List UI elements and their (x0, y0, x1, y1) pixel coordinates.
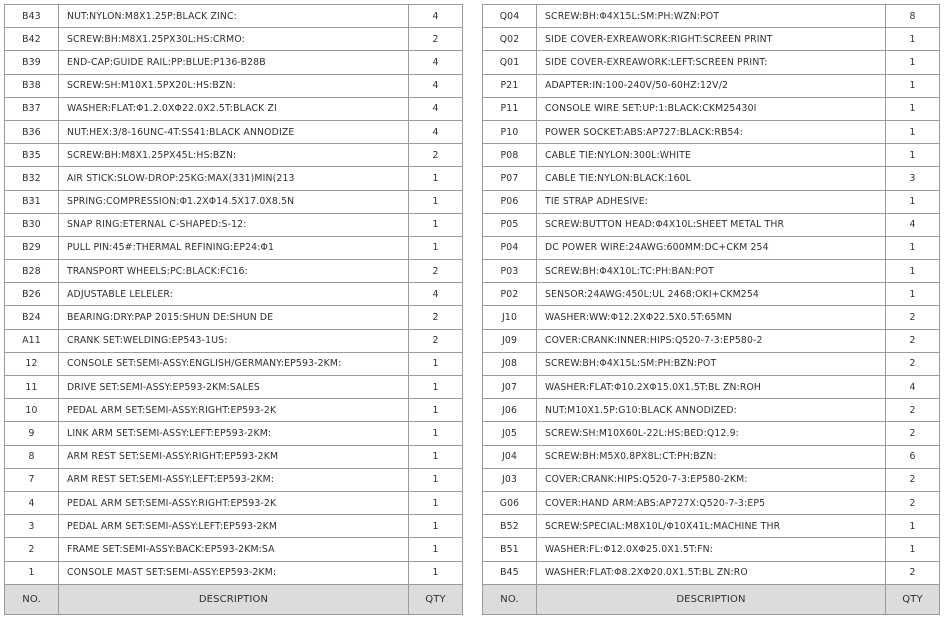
part-number-cell: B30 (5, 213, 59, 236)
description-cell: PEDAL ARM SET:SEMI-ASSY:RIGHT:EP593-2K (59, 399, 409, 422)
quantity-cell: 4 (409, 74, 463, 97)
description-cell: DC POWER WIRE:24AWG:600MM:DC+CKM 254 (537, 236, 886, 259)
description-cell: WASHER:FL:Φ12.0XΦ25.0X1.5T:FN: (537, 538, 886, 561)
part-number-cell: J10 (483, 306, 537, 329)
header-qty: QTY (886, 584, 940, 614)
quantity-cell: 4 (409, 5, 463, 28)
quantity-cell: 2 (409, 144, 463, 167)
quantity-cell: 1 (409, 491, 463, 514)
header-no: NO. (483, 584, 537, 614)
table-row (5, 538, 463, 561)
description-cell: ARM REST SET:SEMI-ASSY:RIGHT:EP593-2KM (59, 445, 409, 468)
description-cell: END-CAP:GUIDE RAIL:PP:BLUE:P136-B28B (59, 51, 409, 74)
description-cell: CONSOLE WIRE SET:UP:1:BLACK:CKM25430I (537, 97, 886, 120)
quantity-cell: 2 (886, 352, 940, 375)
table-row (483, 260, 940, 283)
table-row (5, 283, 463, 306)
quantity-cell: 2 (886, 468, 940, 491)
quantity-cell: 1 (409, 190, 463, 213)
table-row (5, 51, 463, 74)
quantity-cell: 1 (886, 28, 940, 51)
quantity-cell: 1 (409, 561, 463, 584)
description-cell: ADJUSTABLE LELELER: (59, 283, 409, 306)
quantity-cell: 1 (409, 538, 463, 561)
quantity-cell: 2 (886, 561, 940, 584)
part-number-cell: J06 (483, 399, 537, 422)
quantity-cell: 4 (886, 376, 940, 399)
part-number-cell: 12 (5, 352, 59, 375)
part-number-cell: 8 (5, 445, 59, 468)
part-number-cell: P02 (483, 283, 537, 306)
description-cell: TIE STRAP ADHESIVE: (537, 190, 886, 213)
description-cell: SPRING:COMPRESSION:Φ1.2XΦ14.5X17.0X8.5N (59, 190, 409, 213)
description-cell: SCREW:BH:Φ4X15L:SM:PH:BZN:POT (537, 352, 886, 375)
part-number-cell: P08 (483, 144, 537, 167)
part-number-cell: B51 (483, 538, 537, 561)
part-number-cell: J07 (483, 376, 537, 399)
part-number-cell: P10 (483, 120, 537, 143)
part-number-cell: Q02 (483, 28, 537, 51)
description-cell: COVER:CRANK:HIPS:Q520-7-3:EP580-2KM: (537, 468, 886, 491)
part-number-cell: A11 (5, 329, 59, 352)
quantity-cell: 6 (886, 445, 940, 468)
table-row (483, 445, 940, 468)
header-qty: QTY (409, 584, 463, 614)
quantity-cell: 1 (886, 144, 940, 167)
table-row (5, 28, 463, 51)
header-no: NO. (5, 584, 59, 614)
table-row (483, 5, 940, 28)
quantity-cell: 4 (409, 51, 463, 74)
quantity-cell: 2 (886, 329, 940, 352)
part-number-cell: J04 (483, 445, 537, 468)
table-row (5, 515, 463, 538)
table-row (483, 376, 940, 399)
quantity-cell: 1 (886, 120, 940, 143)
table-row (483, 144, 940, 167)
table-row (483, 399, 940, 422)
quantity-cell: 1 (409, 167, 463, 190)
table-row (5, 120, 463, 143)
description-cell: BEARING:DRY:PAP 2015:SHUN DE:SHUN DE (59, 306, 409, 329)
description-cell: SCREW:BH:Φ4X15L:SM:PH:WZN:POT (537, 5, 886, 28)
part-number-cell: B36 (5, 120, 59, 143)
description-cell: SCREW:BH:M8X1.25PX45L:HS:BZN: (59, 144, 409, 167)
part-number-cell: B35 (5, 144, 59, 167)
part-number-cell: Q04 (483, 5, 537, 28)
table-row (483, 306, 940, 329)
quantity-cell: 2 (409, 329, 463, 352)
part-number-cell: 2 (5, 538, 59, 561)
description-cell: SNAP RING:ETERNAL C-SHAPED:S-12: (59, 213, 409, 236)
table-row (5, 5, 463, 28)
quantity-cell: 1 (886, 74, 940, 97)
table-row (5, 376, 463, 399)
table-row (5, 213, 463, 236)
description-cell: SCREW:SH:M10X1.5PX20L:HS:BZN: (59, 74, 409, 97)
part-number-cell: B32 (5, 167, 59, 190)
description-cell: PEDAL ARM SET:SEMI-ASSY:RIGHT:EP593-2K (59, 491, 409, 514)
description-cell: LINK ARM SET:SEMI-ASSY:LEFT:EP593-2KM: (59, 422, 409, 445)
parts-table-left (4, 4, 463, 615)
quantity-cell: 4 (409, 120, 463, 143)
description-cell: FRAME SET:SEMI-ASSY:BACK:EP593-2KM:SA (59, 538, 409, 561)
table-row (5, 306, 463, 329)
quantity-cell: 1 (409, 352, 463, 375)
table-row (5, 445, 463, 468)
part-number-cell: B28 (5, 260, 59, 283)
table-row (483, 74, 940, 97)
description-cell: ARM REST SET:SEMI-ASSY:LEFT:EP593-2KM: (59, 468, 409, 491)
part-number-cell: 9 (5, 422, 59, 445)
description-cell: AIR STICK:SLOW-DROP:25KG:MAX(331)MIN(213 (59, 167, 409, 190)
description-cell: WASHER:FLAT:Φ10.2XΦ15.0X1.5T:BL ZN:ROH (537, 376, 886, 399)
part-number-cell: B42 (5, 28, 59, 51)
table-row (483, 561, 940, 584)
part-number-cell: G06 (483, 491, 537, 514)
part-number-cell: P21 (483, 74, 537, 97)
table-row (5, 561, 463, 584)
table-row (5, 352, 463, 375)
description-cell: SCREW:BUTTON HEAD:Φ4X10L:SHEET METAL THR (537, 213, 886, 236)
table-row (5, 399, 463, 422)
part-number-cell: 11 (5, 376, 59, 399)
quantity-cell: 1 (886, 538, 940, 561)
description-cell: WASHER:FLAT:Φ8.2XΦ20.0X1.5T:BL ZN:RO (537, 561, 886, 584)
quantity-cell: 2 (886, 491, 940, 514)
quantity-cell: 3 (886, 167, 940, 190)
description-cell: NUT:HEX:3/8-16UNC-4T:SS41:BLACK ANNODIZE (59, 120, 409, 143)
description-cell: SCREW:SH:M10X60L-22L:HS:BED:Q12.9: (537, 422, 886, 445)
part-number-cell: 1 (5, 561, 59, 584)
part-number-cell: B31 (5, 190, 59, 213)
quantity-cell: 1 (886, 236, 940, 259)
part-number-cell: B39 (5, 51, 59, 74)
header-description: DESCRIPTION (59, 584, 409, 614)
description-cell: POWER SOCKET:ABS:AP727:BLACK:RB54: (537, 120, 886, 143)
description-cell: PULL PIN:45#:THERMAL REFINING:EP24:Φ1 (59, 236, 409, 259)
quantity-cell: 1 (886, 97, 940, 120)
description-cell: WASHER:WW:Φ12.2XΦ22.5X0.5T:65MN (537, 306, 886, 329)
quantity-cell: 2 (886, 422, 940, 445)
quantity-cell: 1 (409, 422, 463, 445)
quantity-cell: 4 (409, 283, 463, 306)
table-row (483, 190, 940, 213)
table-row (483, 283, 940, 306)
part-number-cell: B52 (483, 515, 537, 538)
quantity-cell: 8 (886, 5, 940, 28)
description-cell: SENSOR:24AWG:450L:UL 2468:OKI+CKM254 (537, 283, 886, 306)
description-cell: CRANK SET:WELDING:EP543-1US: (59, 329, 409, 352)
table-row (483, 329, 940, 352)
quantity-cell: 2 (409, 306, 463, 329)
table-row (483, 97, 940, 120)
table-row (483, 236, 940, 259)
table-header-row (5, 584, 463, 614)
part-number-cell: B26 (5, 283, 59, 306)
description-cell: CONSOLE SET:SEMI-ASSY:ENGLISH/GERMANY:EP593-2KM: (59, 352, 409, 375)
description-cell: DRIVE SET:SEMI-ASSY:EP593-2KM:SALES (59, 376, 409, 399)
part-number-cell: P03 (483, 260, 537, 283)
description-cell: SIDE COVER-EXREAWORK:RIGHT:SCREEN PRINT (537, 28, 886, 51)
table-row (5, 167, 463, 190)
table-row (5, 260, 463, 283)
part-number-cell: P11 (483, 97, 537, 120)
part-number-cell: B29 (5, 236, 59, 259)
part-number-cell: P04 (483, 236, 537, 259)
table-row (483, 51, 940, 74)
table-row (483, 167, 940, 190)
quantity-cell: 1 (409, 445, 463, 468)
table-header-row (483, 584, 940, 614)
quantity-cell: 1 (409, 468, 463, 491)
part-number-cell: P07 (483, 167, 537, 190)
quantity-cell: 2 (409, 28, 463, 51)
table-row (5, 468, 463, 491)
description-cell: CABLE TIE:NYLON:300L:WHITE (537, 144, 886, 167)
table-row (483, 352, 940, 375)
table-row (5, 190, 463, 213)
description-cell: WASHER:FLAT:Φ1.2.0XΦ22.0X2.5T:BLACK ZI (59, 97, 409, 120)
description-cell: NUT:M10X1.5P:G10:BLACK ANNODIZED: (537, 399, 886, 422)
table-row (483, 422, 940, 445)
part-number-cell: 4 (5, 491, 59, 514)
quantity-cell: 1 (886, 283, 940, 306)
table-row (483, 538, 940, 561)
description-cell: CONSOLE MAST SET:SEMI-ASSY:EP593-2KM: (59, 561, 409, 584)
quantity-cell: 1 (409, 213, 463, 236)
part-number-cell: B37 (5, 97, 59, 120)
quantity-cell: 1 (409, 515, 463, 538)
description-cell: CABLE TIE:NYLON:BLACK:160L (537, 167, 886, 190)
table-row (5, 144, 463, 167)
part-number-cell: J05 (483, 422, 537, 445)
description-cell: ADAPTER:IN:100-240V/50-60HZ:12V/2 (537, 74, 886, 97)
part-number-cell: B38 (5, 74, 59, 97)
part-number-cell: J03 (483, 468, 537, 491)
parts-table-right (482, 4, 940, 615)
quantity-cell: 1 (409, 236, 463, 259)
quantity-cell: 4 (409, 97, 463, 120)
quantity-cell: 1 (886, 260, 940, 283)
table-row (483, 515, 940, 538)
part-number-cell: B45 (483, 561, 537, 584)
header-description: DESCRIPTION (537, 584, 886, 614)
part-number-cell: 3 (5, 515, 59, 538)
description-cell: SCREW:BH:Φ4X10L:TC:PH:BAN:POT (537, 260, 886, 283)
table-row (483, 120, 940, 143)
quantity-cell: 2 (409, 260, 463, 283)
table-row (5, 422, 463, 445)
table-row (5, 491, 463, 514)
part-number-cell: 10 (5, 399, 59, 422)
part-number-cell: J08 (483, 352, 537, 375)
description-cell: NUT:NYLON:M8X1.25P:BLACK ZINC: (59, 5, 409, 28)
part-number-cell: Q01 (483, 51, 537, 74)
table-row (483, 491, 940, 514)
quantity-cell: 1 (886, 51, 940, 74)
part-number-cell: P05 (483, 213, 537, 236)
description-cell: COVER:CRANK:INNER:HIPS:Q520-7-3:EP580-2 (537, 329, 886, 352)
quantity-cell: 1 (409, 376, 463, 399)
description-cell: PEDAL ARM SET:SEMI-ASSY:LEFT:EP593-2KM (59, 515, 409, 538)
table-row (5, 74, 463, 97)
part-number-cell: P06 (483, 190, 537, 213)
quantity-cell: 1 (886, 190, 940, 213)
table-row (483, 213, 940, 236)
part-number-cell: B43 (5, 5, 59, 28)
part-number-cell: B24 (5, 306, 59, 329)
table-row (5, 329, 463, 352)
quantity-cell: 2 (886, 399, 940, 422)
description-cell: TRANSPORT WHEELS:PC:BLACK:FC16: (59, 260, 409, 283)
quantity-cell: 1 (886, 515, 940, 538)
quantity-cell: 4 (886, 213, 940, 236)
table-row (483, 28, 940, 51)
description-cell: SCREW:BH:M8X1.25PX30L:HS:CRMO: (59, 28, 409, 51)
description-cell: SCREW:BH:M5X0.8PX8L:CT:PH:BZN: (537, 445, 886, 468)
description-cell: COVER:HAND ARM:ABS:AP727X:Q520-7-3:EP5 (537, 491, 886, 514)
quantity-cell: 2 (886, 306, 940, 329)
part-number-cell: 7 (5, 468, 59, 491)
part-number-cell: J09 (483, 329, 537, 352)
description-cell: SIDE COVER-EXREAWORK:LEFT:SCREEN PRINT: (537, 51, 886, 74)
description-cell: SCREW:SPECIAL:M8X10L/Φ10X41L:MACHINE THR (537, 515, 886, 538)
table-row (5, 236, 463, 259)
table-row (5, 97, 463, 120)
table-row (483, 468, 940, 491)
quantity-cell: 1 (409, 399, 463, 422)
